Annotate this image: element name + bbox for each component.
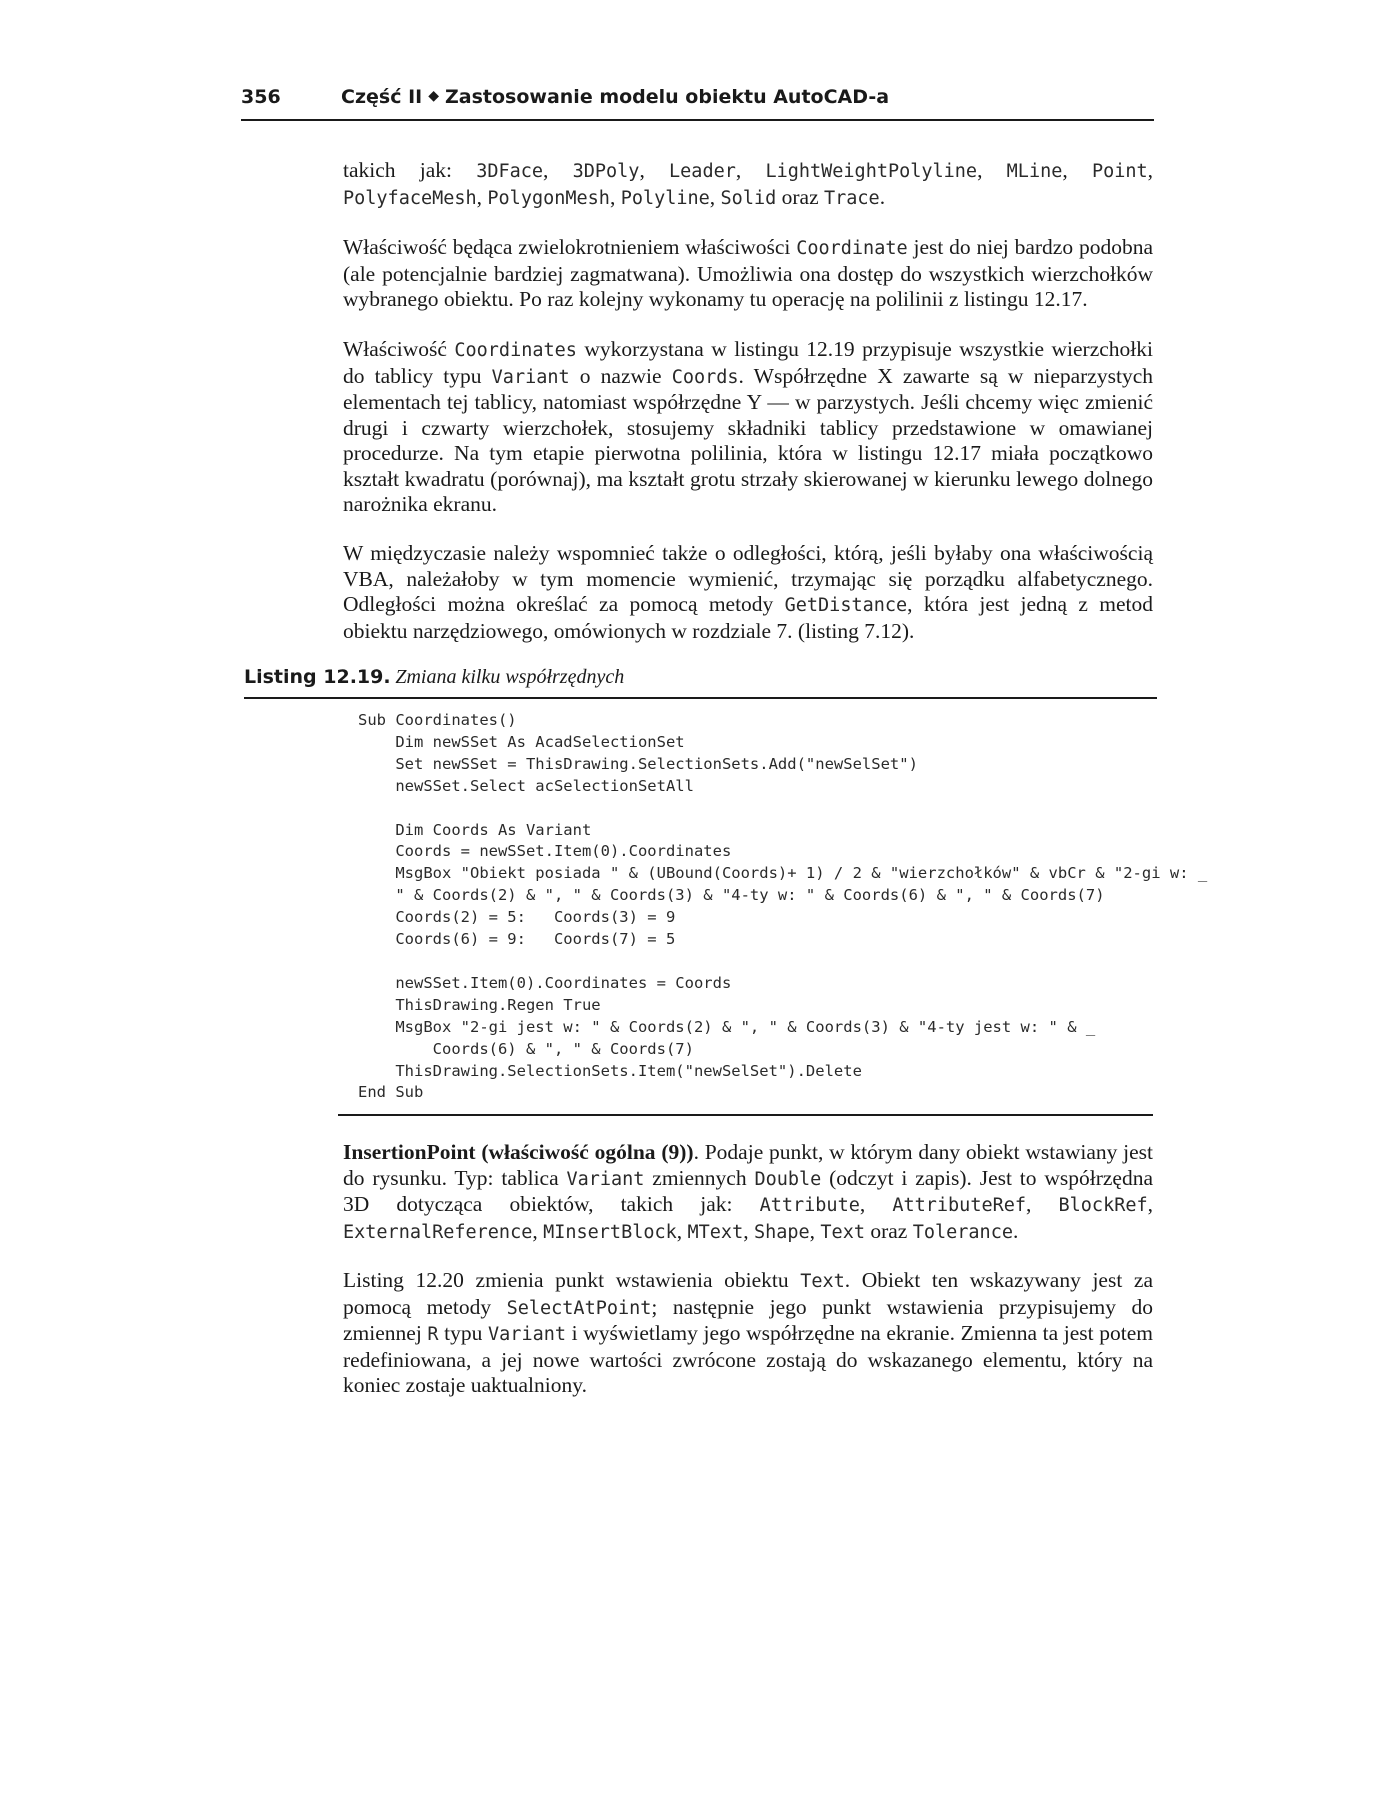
separator: , xyxy=(1062,158,1092,182)
separator: , xyxy=(735,158,766,182)
paragraph-1 xyxy=(343,158,1153,211)
page-number: 356 xyxy=(241,86,281,108)
code-term: Attribute xyxy=(759,1195,860,1216)
separator: oraz xyxy=(864,1218,913,1243)
separator: , xyxy=(639,158,670,182)
separator: , xyxy=(743,1218,754,1243)
code-term: Solid xyxy=(720,187,777,209)
separator: oraz xyxy=(776,184,824,209)
code-term: Tolerance xyxy=(912,1221,1013,1243)
code-term: MLine xyxy=(1006,161,1063,182)
separator: , xyxy=(1026,1192,1059,1216)
text: jest do niej bardzo podobna (ale potencjalnie bardziej zagmatwana). Umożliwia ona dostęp do wszystkich wierzchołków wybranego obiektu. Po raz kolejny wykonamy tu operację na polilinii z listingu 12.17. xyxy=(343,235,1153,311)
code-term: Variant xyxy=(491,366,570,388)
paragraph-4 xyxy=(343,541,1153,644)
code-term: GetDistance xyxy=(784,595,908,616)
separator: , xyxy=(1147,1192,1153,1216)
chapter-title: Zastosowanie modelu obiektu AutoCAD-a xyxy=(445,86,890,108)
code-term: Text xyxy=(800,1271,845,1292)
text: W międzyczasie należy wspomnieć także o odległości, którą, jeśli byłaby ona właściwością VBA, należałoby w tym momencie wymienić, trzymając się porządku alfabetycznego. Odległości można określać za pomocą metody xyxy=(343,541,1153,616)
text: i wyświetlamy jego współrzędne na ekranie. Zmienna ta jest potem redefiniowana, a jej nowe wartości zwrócone zostają do wskazanego elementu, który na koniec zostaje uaktualniony. xyxy=(343,1321,1153,1397)
paragraph-text xyxy=(343,337,1153,518)
listing-caption xyxy=(244,666,1157,699)
text: Listing 12.20 zmienia punkt wstawienia obiektu xyxy=(343,1268,801,1292)
separator: , xyxy=(859,1192,893,1216)
term-heading: InsertionPoint (właściwość ogólna (9)) xyxy=(343,1140,694,1164)
listing-title: Zmiana kilku współrzędnych xyxy=(395,666,625,688)
text: . Współrzędne X zawarte są w nieparzystych elementach tej tablicy, natomiast współrzędne Y — w parzystych. Jeśli chcemy więc zmienić drugi i czwarty wierzchołek, stosujemy składniki tablicy przedstawione w omawianej procedurze. Na tym etapie pierwotna polilinia, która w listingu 12.17 miała początkowo kształt kwadratu (porównaj), ma kształt grotu strzały skierowanej w kierunku lewego dolnego narożnika ekranu. xyxy=(343,363,1153,516)
code-listing: Sub Coordinates() Dim newSSet As AcadSelectionSet Set newSSet = ThisDrawing.SelectionSets.Add("newSelSet") newSSet.Select acSelectionSetAll Dim Coords As Variant Coords = newSSet.Item(0).Coordinates MsgBox "Obiekt posiada " & (UBound(Coords)+ 1) / 2 & "wierzchołków" & vbCr & "2-gi w: _ " & Coords(2) & ", " & Coords(3) & "4-ty w: " & Coords(6) & ", " & Coords(7) Coords(2) = 5: Coords(3) = 9 Coords(6) = 9: Coords(7) = 5 newSSet.Item(0).Coordinates = Coords ThisDrawing.Regen True MsgBox "2-gi jest w: " & Coords(2) & ", " & Coords(3) & "4-ty jest w: " & _ Coords(6) & ", " & Coords(7) ThisDrawing.SelectionSets.Item("newSelSet").Delete End Sub xyxy=(358,711,1208,1102)
code-term: Coordinates xyxy=(454,340,577,361)
text: , która jest jedną z metod obiektu narzędziowego, omówionych w rozdziale 7. (listing 7.12). xyxy=(343,592,1153,643)
paragraph-3 xyxy=(343,337,1153,518)
code-term: Shape xyxy=(753,1221,810,1243)
code-term: SelectAtPoint xyxy=(506,1297,652,1319)
code-term: Leader xyxy=(669,161,736,182)
text: . Obiekt ten wskazywany jest za pomocą metody xyxy=(343,1268,1153,1319)
text: zmiennych xyxy=(644,1165,755,1190)
separator: , xyxy=(532,1218,544,1243)
paragraph-text xyxy=(343,1268,1153,1399)
text: Właściwość xyxy=(343,337,455,361)
code-term: LightWeightPolyline xyxy=(765,161,978,182)
code-term: Variant xyxy=(566,1168,645,1190)
separator: , xyxy=(609,184,621,209)
separator: . xyxy=(879,184,886,209)
code-term: Variant xyxy=(488,1324,566,1345)
listing-bottom-rule xyxy=(338,1114,1153,1116)
text: Właściwość będąca zwielokrotnieniem właściwości xyxy=(343,235,797,259)
text: . Podaje punkt, w którym dany obiekt wstawiany jest do rysunku. Typ: tablica xyxy=(343,1140,1153,1190)
code-term: PolygonMesh xyxy=(487,187,610,209)
text: (odczyt i zapis). Jest to współrzędna 3D dotycząca obiektów, takich jak: xyxy=(343,1165,1154,1216)
text: wykorzystana w listingu 12.19 przypisuje wszystkie wierzchołki do tablicy typu xyxy=(343,337,1153,388)
text: takich jak: xyxy=(343,158,477,182)
separator: , xyxy=(977,158,1007,182)
paragraph-text xyxy=(343,158,1153,211)
code-term: PolyfaceMesh xyxy=(343,187,477,209)
separator: . xyxy=(1012,1218,1019,1243)
text: ; następnie jego punkt wstawienia przypisujemy do zmiennej xyxy=(343,1294,1153,1345)
code-term: Text xyxy=(820,1221,865,1243)
paragraph-text xyxy=(343,235,1153,313)
code-term: Point xyxy=(1091,161,1148,182)
code-term: 3DFace xyxy=(476,161,544,182)
text: o nazwie xyxy=(569,363,672,388)
code-term: Trace xyxy=(824,187,880,209)
separator: , xyxy=(1147,158,1154,182)
paragraph-2 xyxy=(343,235,1153,313)
code-term: MInsertBlock xyxy=(543,1221,677,1243)
paragraph-6 xyxy=(343,1268,1153,1399)
code-term: ExternalReference xyxy=(343,1221,533,1243)
text: typu xyxy=(438,1321,489,1345)
separator: , xyxy=(709,184,721,209)
listing-label: Listing 12.19. xyxy=(244,666,391,688)
running-header xyxy=(241,86,1154,121)
paragraph-text xyxy=(343,541,1153,644)
code-term: R xyxy=(427,1324,439,1345)
code-term: Polyline xyxy=(620,187,710,209)
separator: , xyxy=(676,1218,688,1243)
part-label: Część II xyxy=(341,86,423,108)
separator: , xyxy=(543,158,573,182)
code-term: Coords xyxy=(671,366,739,388)
paragraph-5 xyxy=(343,1140,1153,1245)
code-term: 3DPoly xyxy=(572,161,640,182)
paragraph-text xyxy=(343,1140,1153,1245)
code-term: MText xyxy=(687,1221,744,1243)
code-term: Double xyxy=(754,1168,822,1190)
code-term: AttributeRef xyxy=(892,1195,1027,1216)
code-term: Coordinate xyxy=(796,238,908,259)
separator: , xyxy=(809,1218,821,1243)
code-term: BlockRef xyxy=(1058,1195,1148,1216)
diamond-icon: ◆ xyxy=(428,88,439,104)
separator: , xyxy=(476,184,488,209)
